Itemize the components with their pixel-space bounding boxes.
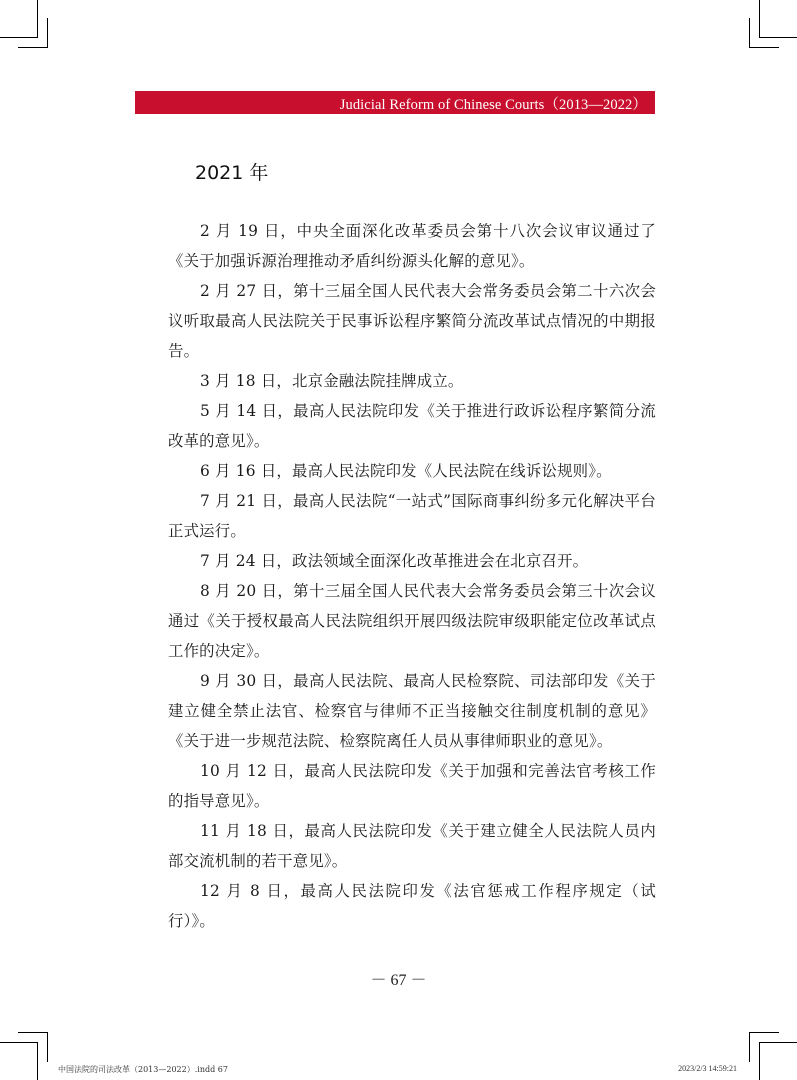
running-header-band xyxy=(135,91,655,114)
chronology-entry: 2 月 19 日，中央全面深化改革委员会第十八次会议审议通过了《关于加强诉源治理推动矛盾纠纷源头化解的意见》。 xyxy=(168,222,656,270)
crop-mark-top-right-h2 xyxy=(749,47,779,48)
crop-mark-top-right-v2 xyxy=(749,18,750,48)
crop-mark-top-left-h xyxy=(0,37,38,38)
crop-mark-top-left-v xyxy=(37,0,38,38)
chronology-entry: 2 月 27 日，第十三届全国人民代表大会常务委员会第二十六次会议听取最高人民法院关于民事诉讼程序繁简分流改革试点情况的中期报告。 xyxy=(168,282,656,360)
chronology-entry: 5 月 14 日，最高人民法院印发《关于推进行政诉讼程序繁简分流改革的意见》。 xyxy=(168,402,656,450)
crop-mark-bottom-right-v2 xyxy=(749,1032,750,1062)
crop-mark-top-right-h xyxy=(759,37,797,38)
chronology-list xyxy=(168,216,656,936)
chronology-entry: 10 月 12 日，最高人民法院印发《关于加强和完善法官考核工作的指导意见》。 xyxy=(168,762,656,810)
crop-mark-bottom-left-h xyxy=(0,1042,38,1043)
crop-mark-bottom-right-h2 xyxy=(749,1032,779,1033)
crop-mark-top-left-v2 xyxy=(47,18,48,48)
print-slug-filename: 中国法院的司法改革（2013—2022）.indd 67 xyxy=(58,1065,228,1074)
chronology-entry: 12 月 8 日，最高人民法院印发《法官惩戒工作程序规定（试行）》。 xyxy=(168,882,656,930)
chronology-entry: 9 月 30 日，最高人民法院、最高人民检察院、司法部印发《关于建立健全禁止法官、检察官与律师不正当接触交往制度机制的意见》《关于进一步规范法院、检察院离任人员从事律师职业的意见》。 xyxy=(168,672,656,750)
page-number: － 67 － xyxy=(370,972,427,989)
chronology-entry: 11 月 18 日，最高人民法院印发《关于建立健全人民法院人员内部交流机制的若干意见》。 xyxy=(168,822,656,870)
crop-mark-bottom-right-v xyxy=(759,1042,760,1080)
chronology-entry: 7 月 21 日，最高人民法院“一站式”国际商事纠纷多元化解决平台正式运行。 xyxy=(168,492,656,540)
crop-mark-top-right-v xyxy=(759,0,760,38)
print-slug-timestamp: 2023/2/3 14:59:21 xyxy=(678,1064,737,1073)
running-header-title: Judicial Reform of Chinese Courts（2013—2022） xyxy=(339,97,647,113)
chronology-entry: 7 月 24 日，政法领域全面深化改革推进会在北京召开。 xyxy=(200,552,589,570)
chronology-entry: 8 月 20 日，第十三届全国人民代表大会常务委员会第三十次会议通过《关于授权最高人民法院组织开展四级法院审级职能定位改革试点工作的决定》。 xyxy=(168,582,656,660)
crop-mark-bottom-left-h2 xyxy=(18,1032,48,1033)
year-heading: 2021 年 xyxy=(195,162,269,184)
crop-mark-bottom-left-v xyxy=(37,1042,38,1080)
chronology-entry: 6 月 16 日，最高人民法院印发《人民法院在线诉讼规则》。 xyxy=(200,462,612,480)
crop-mark-top-left-h2 xyxy=(18,47,48,48)
crop-mark-bottom-right-h xyxy=(759,1042,797,1043)
crop-mark-bottom-left-v2 xyxy=(47,1032,48,1062)
chronology-entry: 3 月 18 日，北京金融法院挂牌成立。 xyxy=(200,372,464,390)
